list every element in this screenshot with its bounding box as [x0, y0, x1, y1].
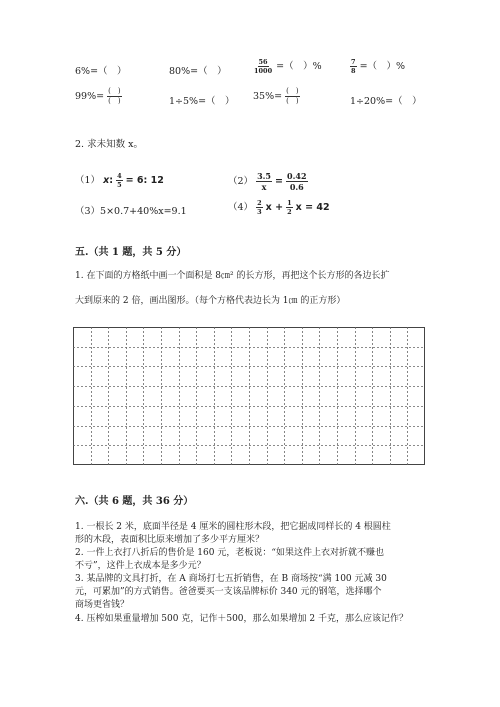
q-56-1000	[253, 58, 322, 75]
fraction-blank-a: $\frac{( )}{( )}$	[108, 87, 121, 105]
fraction-4-5: $\frac{4}{5}$	[117, 171, 122, 189]
q-80-percent	[169, 63, 227, 77]
q2-p4-mid: x +	[265, 202, 284, 213]
row1-b-right: =（ ）	[190, 66, 227, 77]
grid-svg[interactable]	[73, 327, 425, 465]
q2-p1-rest: = 6: 12	[125, 175, 164, 186]
section-6-line-8: 4. 压榨如果重量增加 500 克，记作＋500，那么如果增加 2 千克，那么应该记作？	[75, 614, 408, 624]
q2-part1	[75, 172, 164, 189]
q-7-8	[350, 58, 405, 75]
fraction-56-1000: $\frac{56}{1000}$	[254, 57, 273, 75]
row1-b-left: 80%	[169, 66, 191, 77]
section-5-line-1: 1. 在下面的方格纸中画一个面积是 8㎝² 的长方形，再把这个长方形的各边长扩	[75, 271, 390, 281]
fraction-blank-c: $\frac{( )}{( )}$	[286, 87, 299, 105]
section-6-line-1: 1. 一根长 2 米，底面半径是 4 厘米的圆柱形木段，把它据成同样长的 4 根圆柱	[75, 522, 391, 532]
q-99-percent	[75, 88, 122, 105]
q2-p4-label: （4）	[228, 202, 254, 213]
q-6-percent	[75, 63, 127, 77]
q2-title: 2. 求未知数 x。	[75, 139, 143, 150]
q2-p1-colon: :	[109, 175, 114, 186]
q2-p1-label: （1）	[75, 175, 101, 186]
q-1-div-5-percent	[169, 93, 235, 107]
row2-c-left: 35%	[253, 91, 275, 102]
row1-a-right: =（ ）	[90, 66, 127, 77]
q2-p1-x: x	[103, 175, 110, 186]
section-6-line-6: 元，可累加”的方式销售。爸爸要买一支该品牌标价 340 元的钢笔，选择哪个	[75, 587, 382, 597]
row2-c-eq: =	[274, 91, 283, 102]
row1-a-left: 6%	[75, 66, 91, 77]
row2-d-text: 1÷20%=（ ）	[350, 96, 422, 107]
row1-d-right: =（ ）%	[359, 61, 406, 72]
q-35-percent	[253, 88, 300, 105]
row2-a-eq: =	[96, 91, 105, 102]
row1-c-right: =（ ）%	[276, 61, 322, 72]
section-6-line-4: 不亏”，这件上衣成本是多少元？	[75, 561, 206, 571]
section-6-line-2: 形的木段，表面积比原来增加了多少平方厘米？	[75, 535, 265, 545]
q2-part3: （3）5×0.7+40%x=9.1	[75, 206, 187, 217]
q2-p4-end: x = 42	[295, 202, 330, 213]
q2-p2-label: （2）	[228, 176, 254, 187]
q2-part2	[228, 172, 308, 191]
fraction-2-3: $\frac{2}{3}$	[257, 198, 262, 216]
fraction-3.5-x: $\frac{3.5}{x}$	[257, 171, 271, 192]
section-6-line-7: 商场更省钱？	[75, 600, 130, 610]
section-5-line-2: 大到原来的 2 倍，画出图形。（每个方格代表边长为 1㎝ 的正方形）	[75, 296, 346, 306]
row2-b-text: 1÷5%=（ ）	[169, 96, 235, 107]
fraction-7-8: $\frac{7}{8}$	[351, 57, 356, 75]
fraction-0.42-0.6: $\frac{0.42}{0.6}$	[287, 171, 307, 192]
q2-p2-eq: =	[275, 176, 283, 187]
q-1-div-20-percent	[350, 93, 422, 107]
section-6-line-3: 2. 一件上衣打八折后的售价是 160 元，老板说：“如果这件上衣对折就不赚也	[75, 548, 384, 558]
fraction-1-2: $\frac{1}{2}$	[287, 198, 292, 216]
grid-paper[interactable]	[73, 327, 425, 465]
row2-a-left: 99%	[75, 91, 97, 102]
section-5-title: 五.（共 1 题，共 5 分）	[75, 247, 187, 258]
section-6-title: 六.（共 6 题，共 36 分）	[75, 496, 194, 507]
section-6-line-5: 3. 某品牌的文具打折，在 A 商场打七五折销售，在 B 商场按“满 100 元减 30	[75, 574, 387, 584]
q2-part4	[228, 199, 330, 216]
